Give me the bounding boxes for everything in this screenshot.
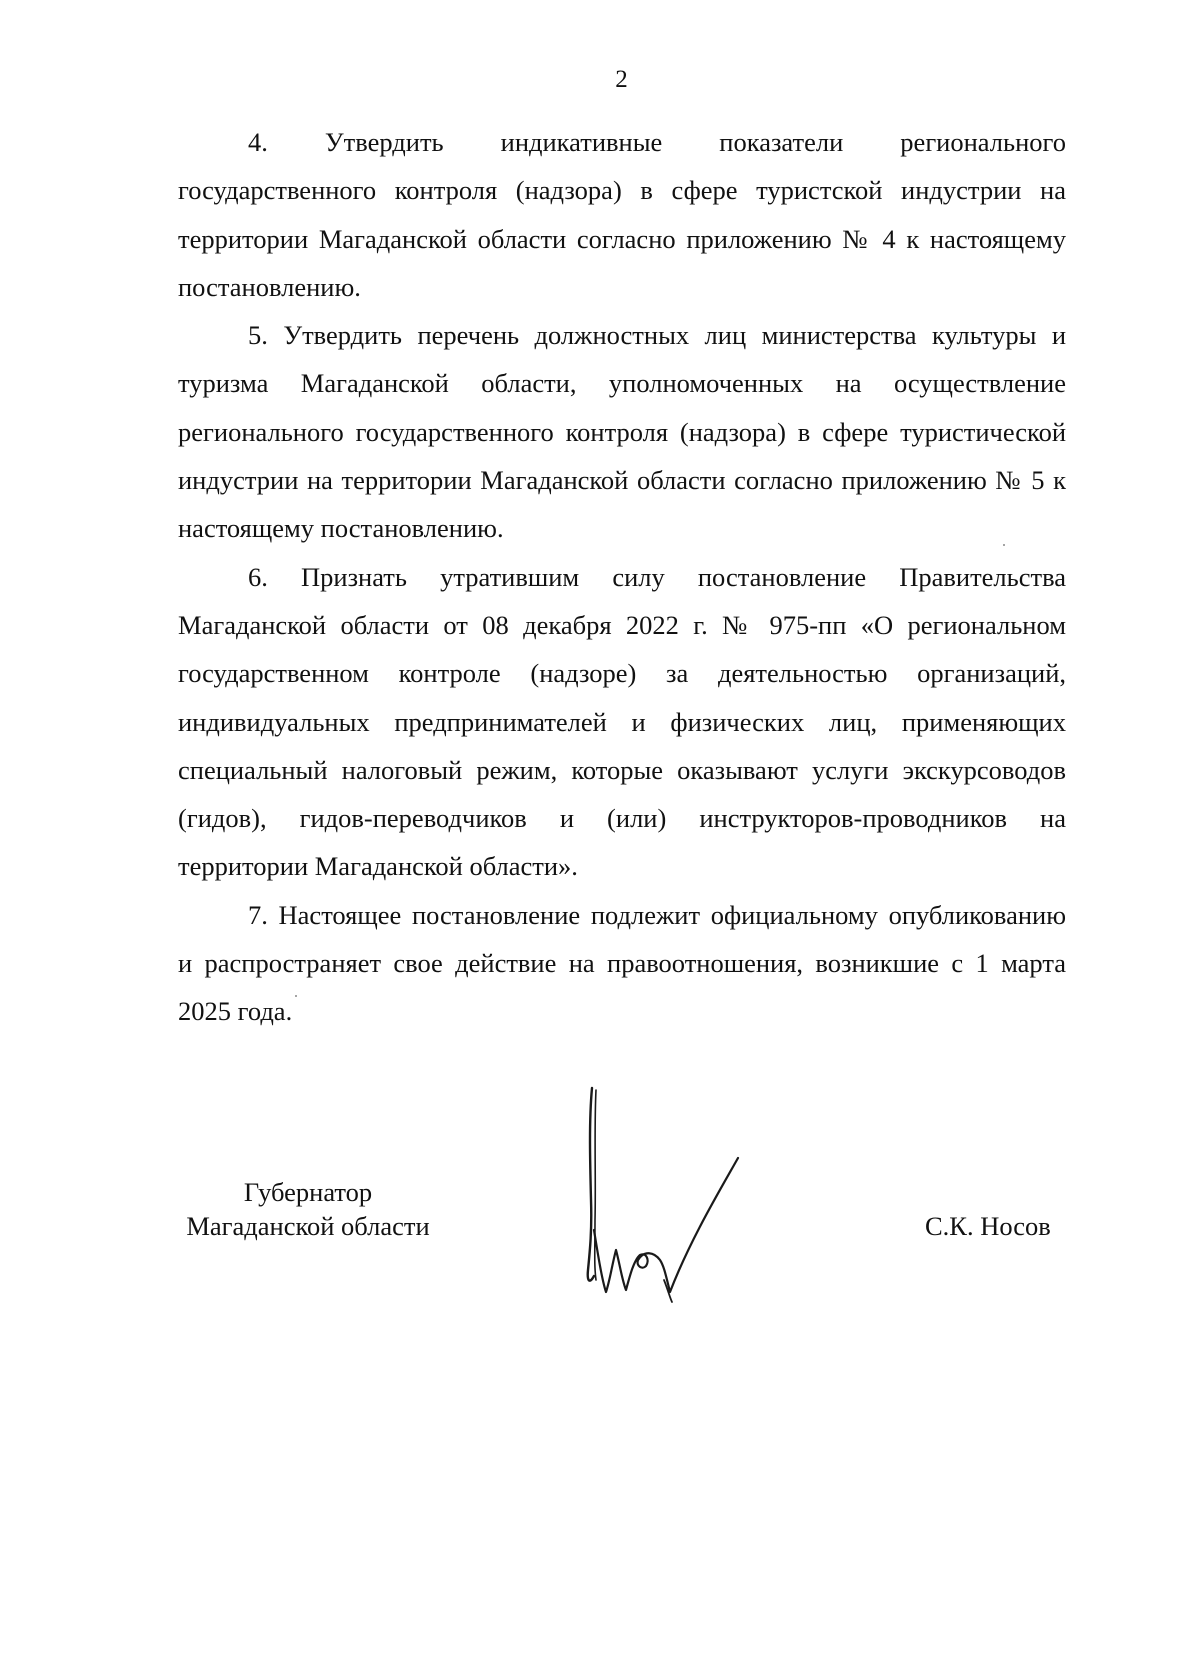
- handwritten-signature: [580, 1080, 770, 1320]
- paragraph-4: 4. Утвердить индикативные показатели регионального государственного контроля (надзора) в сфере туристской индустрии на территории Магаданской области согласно приложению № 4 к настоящему постановлению.: [178, 127, 1066, 302]
- paragraph-5: 5. Утвердить перечень должностных лиц министерства культуры и туризма Магаданской области, уполномоченных на осуществление регионального государственного контроля (надзора) в сфере туристической индустрии на территории Магаданской области согласно приложению № 5 к настоящему постановлению.: [178, 320, 1066, 544]
- signature-stroke-vertical-2: [595, 1090, 596, 1280]
- page-number: 2: [615, 66, 628, 93]
- scan-artifact: [295, 995, 297, 997]
- signatory-name: С.К. Носов: [925, 1211, 1051, 1241]
- signatory-position: [178, 1175, 438, 1243]
- position-line-2: Магаданской области: [186, 1211, 430, 1241]
- document-body: [178, 118, 1066, 1036]
- signature-stroke-vertical: [588, 1088, 594, 1281]
- scan-artifact: [1003, 544, 1005, 546]
- paragraph-6: 6. Признать утратившим силу постановление Правительства Магаданской области от 08 декабря 2022 г. № 975-пп «О региональном государственном контроле (надзоре) за деятельностью организаций, индивидуальных предпринимателей и физических лиц, применяющих специальный налоговый режим, которые оказывают услуги экскурсоводов (гидов), гидов-переводчиков и (или) инструкторов-проводников на территории Магаданской области».: [178, 561, 1066, 882]
- paragraph-7: 7. Настоящее постановление подлежит официальному опубликованию и распространяет свое действие на правоотношения, возникшие с 1 марта 2025 года.: [178, 899, 1066, 1027]
- signature-stroke-wave: [594, 1158, 738, 1292]
- position-line-1: Губернатор: [243, 1177, 373, 1207]
